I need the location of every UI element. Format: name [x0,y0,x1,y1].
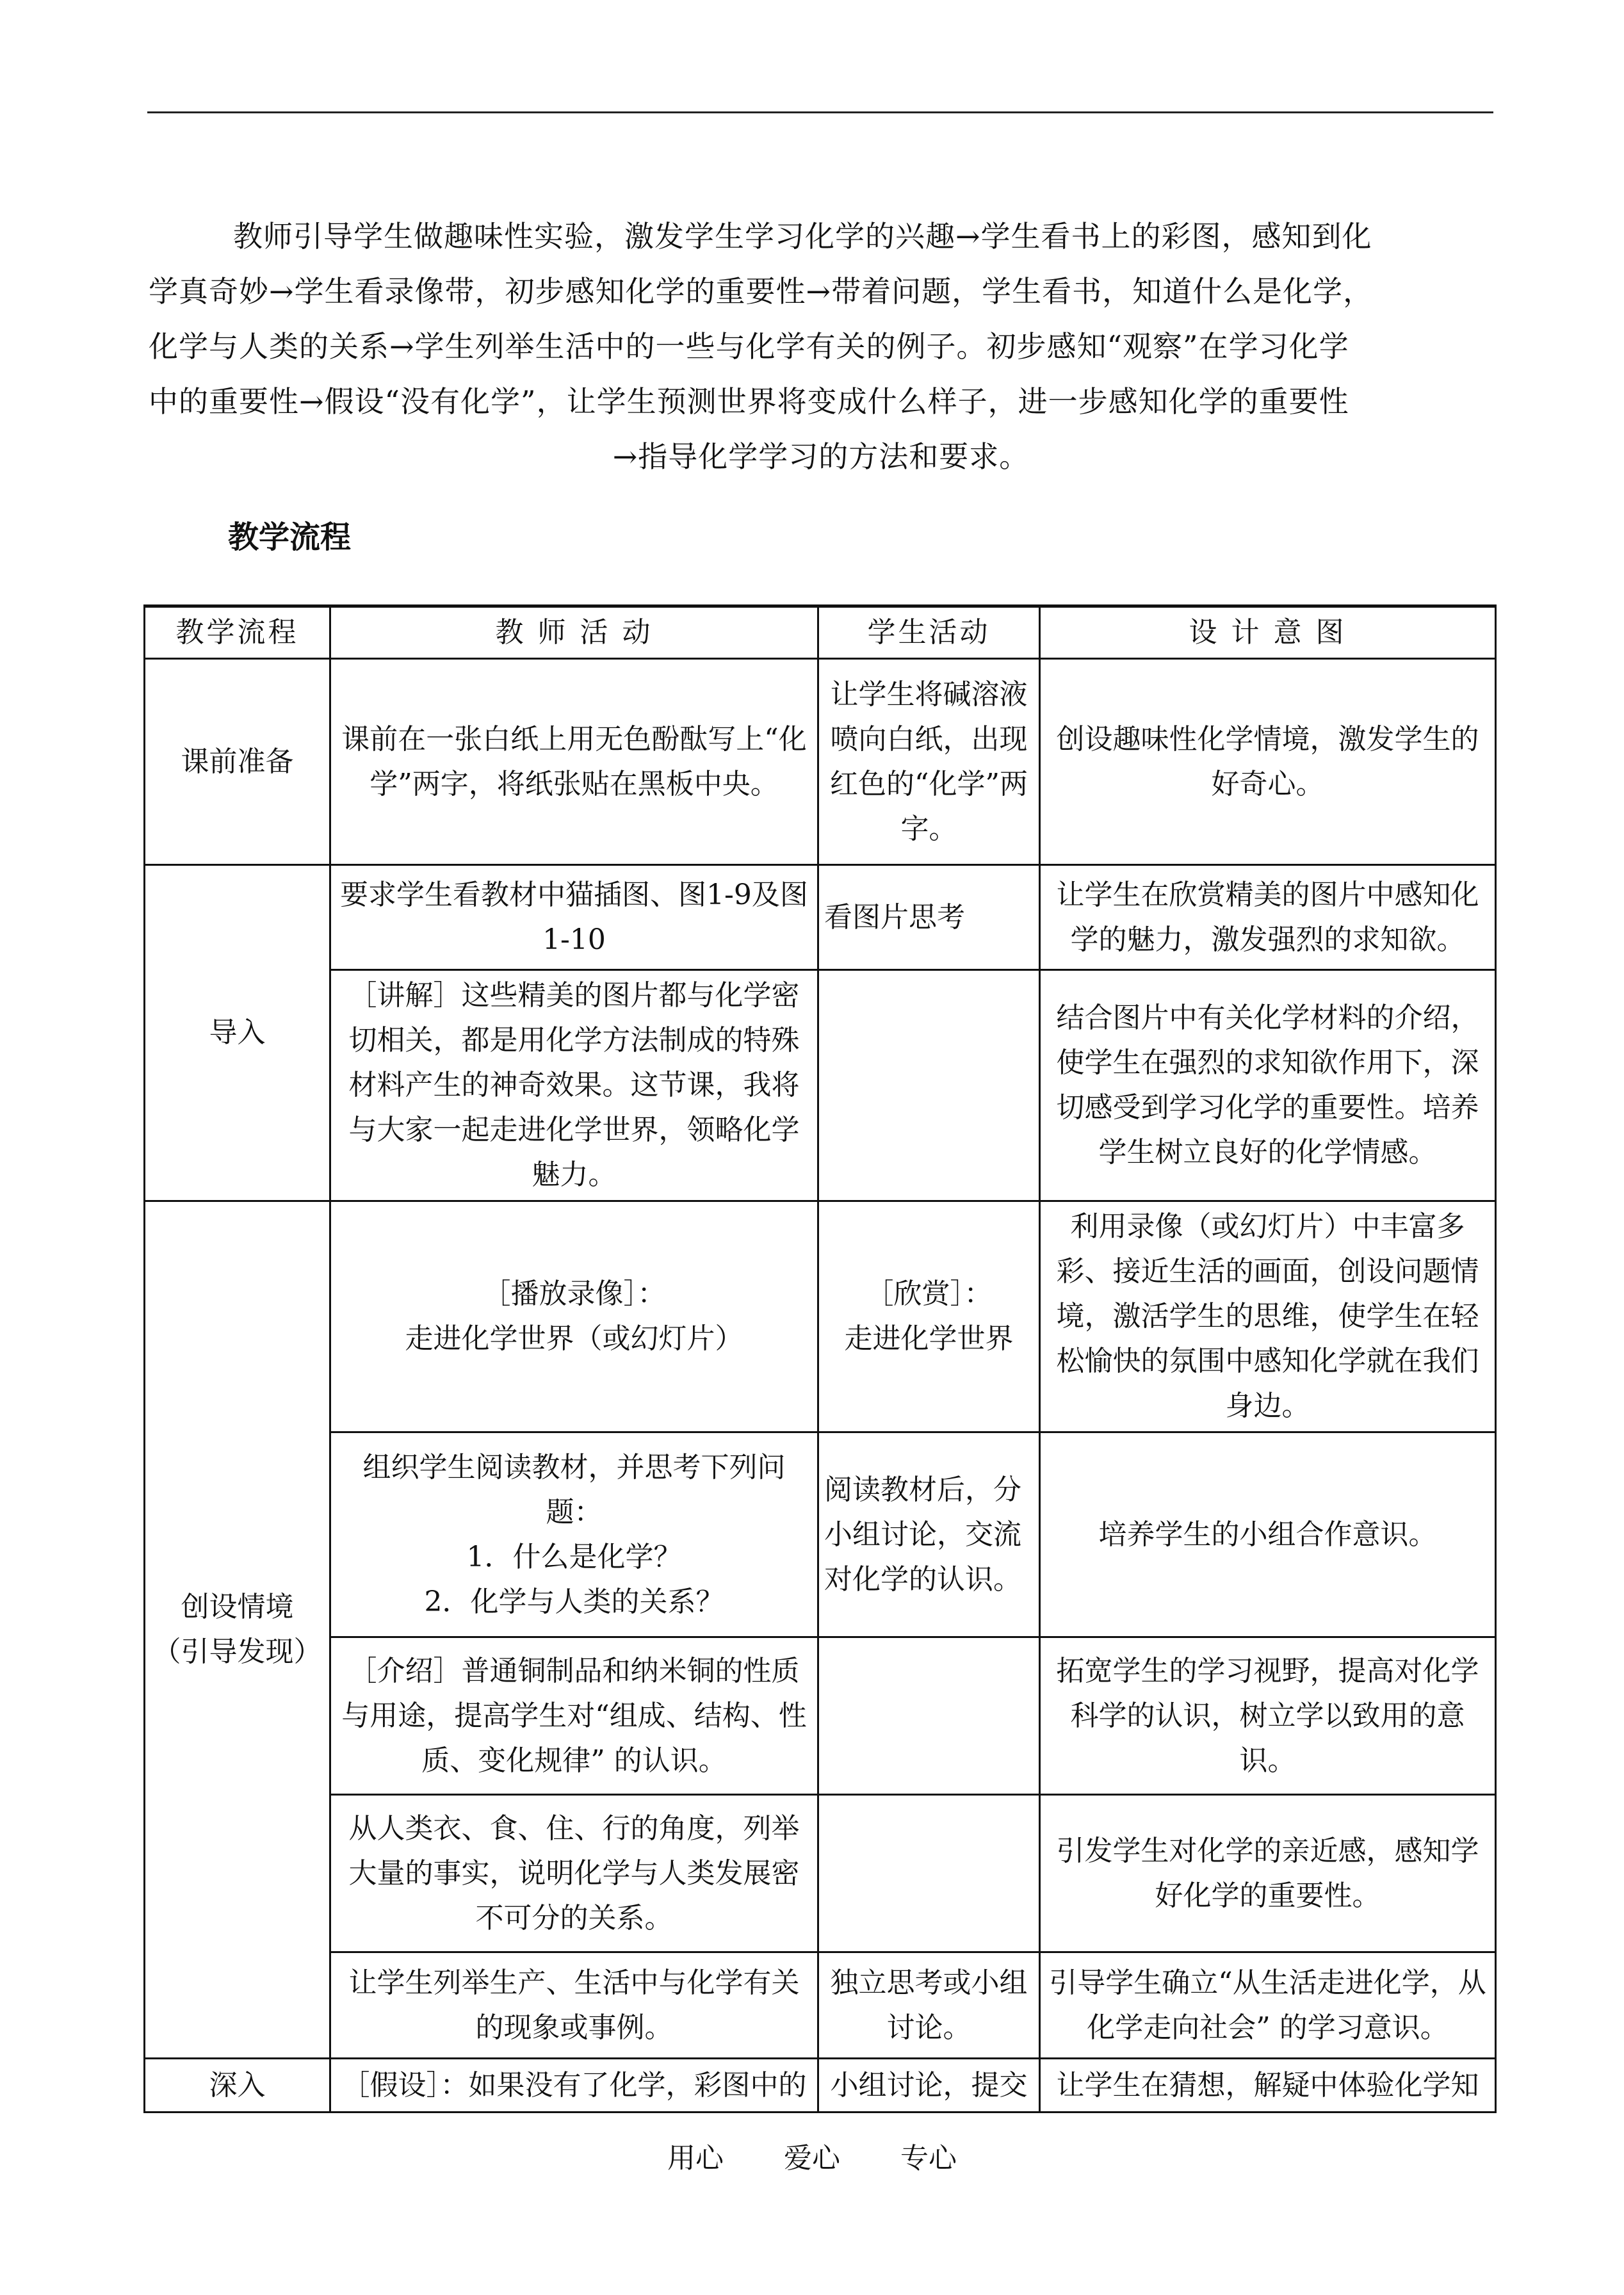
student-cell: 独立思考或小组讨论。 [818,1952,1040,2059]
table-row [145,1432,1496,1637]
table-row [145,970,1496,1201]
header-intent: 设 计 意 图 [1040,606,1496,659]
table-row [145,1637,1496,1795]
intent-cell: 创设趣味性化学情境，激发学生的好奇心。 [1040,659,1496,865]
intent-cell: 结合图片中有关化学材料的介绍，使学生在强烈的求知欲作用下，深切感受到学习化学的重要性。培养学生树立良好的化学情感。 [1040,970,1496,1201]
student-cell [818,1795,1040,1952]
page-footer [0,2135,1624,2176]
student-line: 走进化学世界 [844,1322,1014,1355]
stage-label: 创设情境 [181,1591,294,1623]
student-line: ［欣赏］： [865,1277,993,1310]
teacher-cell: 要求学生看教材中猫插图、图1-9及图1-10 [330,865,818,970]
header-rule [147,111,1493,113]
table-row [145,2059,1496,2113]
stage-sublabel: （引导发现） [152,1635,322,1668]
teaching-flow-table [143,604,1497,2113]
student-cell [818,1201,1040,1432]
teacher-cell: 从人类衣、食、住、行的角度，列举大量的事实，说明化学与人类发展密不可分的关系。 [330,1795,818,1952]
teacher-cell: ［介绍］普通铜制品和纳米铜的性质与用途，提高学生对“组成、结构、性质、变化规律” 的认识。 [330,1637,818,1795]
footer-motto: 用心 [667,2142,724,2175]
student-cell [818,1637,1040,1795]
intro-line: →指导化学学习的方法和要求。 [612,439,1030,474]
teacher-line: ［播放录像］： [482,1277,666,1310]
stage-cell: 深入 [145,2059,330,2113]
table-row [145,659,1496,865]
intro-line: 中的重要性→假设“没有化学”，让学生预测世界将变成什么样子，进一步感知化学的重要性 [149,384,1349,419]
table-row [145,865,1496,970]
table-header-row [145,606,1496,659]
teacher-line: 组织学生阅读教材，并思考下列问题： [362,1450,786,1529]
header-teacher: 教 师 活 动 [330,606,818,659]
intent-cell: 培养学生的小组合作意识。 [1040,1432,1496,1637]
intro-paragraph [149,209,1493,484]
intent-cell: 拓宽学生的学习视野，提高对化学科学的认识，树立学以致用的意识。 [1040,1637,1496,1795]
footer-motto: 专心 [900,2142,957,2175]
teacher-line: 1．什么是化学？ [466,1540,682,1573]
intent-cell: 让学生在欣赏精美的图片中感知化学的魅力，激发强烈的求知欲。 [1040,865,1496,970]
teacher-cell: ［讲解］这些精美的图片都与化学密切相关，都是用化学方法制成的特殊材料产生的神奇效果。这节课，我将与大家一起走进化学世界，领略化学魅力。 [330,970,818,1201]
intro-line: 化学与人类的关系→学生列举生活中的一些与化学有关的例子。初步感知“观察”在学习化学 [149,329,1349,364]
teacher-cell [330,1432,818,1637]
stage-cell: 课前准备 [145,659,330,865]
intro-line: 学真奇妙→学生看录像带，初步感知化学的重要性→带着问题，学生看书，知道什么是化学， [149,274,1374,309]
teacher-cell: 课前在一张白纸上用无色酚酞写上“化学”两字，将纸张贴在黑板中央。 [330,659,818,865]
teacher-cell: 让学生列举生产、生活中与化学有关的现象或事例。 [330,1952,818,2059]
footer-motto: 爱心 [784,2142,840,2175]
teacher-cell [330,1201,818,1432]
intro-line: 教师引导学生做趣味性实验，激发学生学习化学的兴趣→学生看书上的彩图，感知到化 [233,219,1372,254]
student-cell: 阅读教材后，分小组讨论，交流对化学的认识。 [818,1432,1040,1637]
student-cell: 看图片思考 [818,865,1040,970]
intent-cell: 利用录像（或幻灯片）中丰富多彩、接近生活的画面，创设问题情境，激活学生的思维，使学生在轻松愉快的氛围中感知化学就在我们身边。 [1040,1201,1496,1432]
section-title: 教学流程 [228,519,352,555]
stage-cell [145,1201,330,2059]
table-row [145,1201,1496,1432]
stage-cell: 导入 [145,865,330,1201]
header-stage: 教学流程 [145,606,330,659]
teacher-cell: ［假设］：如果没有了化学，彩图中的 [330,2059,818,2113]
student-cell [818,970,1040,1201]
header-student: 学生活动 [818,606,1040,659]
teacher-line: 2．化学与人类的关系？ [424,1585,724,1618]
student-cell: 小组讨论，提交 [818,2059,1040,2113]
student-cell: 让学生将碱溶液喷向白纸，出现红色的“化学”两字。 [818,659,1040,865]
teacher-line: 走进化学世界（或幻灯片） [405,1322,743,1355]
intent-cell: 引导学生确立“从生活走进化学，从化学走向社会” 的学习意识。 [1040,1952,1496,2059]
table-row [145,1952,1496,2059]
table-row [145,1795,1496,1952]
intent-cell: 让学生在猜想，解疑中体验化学知 [1040,2059,1496,2113]
intent-cell: 引发学生对化学的亲近感，感知学好化学的重要性。 [1040,1795,1496,1952]
